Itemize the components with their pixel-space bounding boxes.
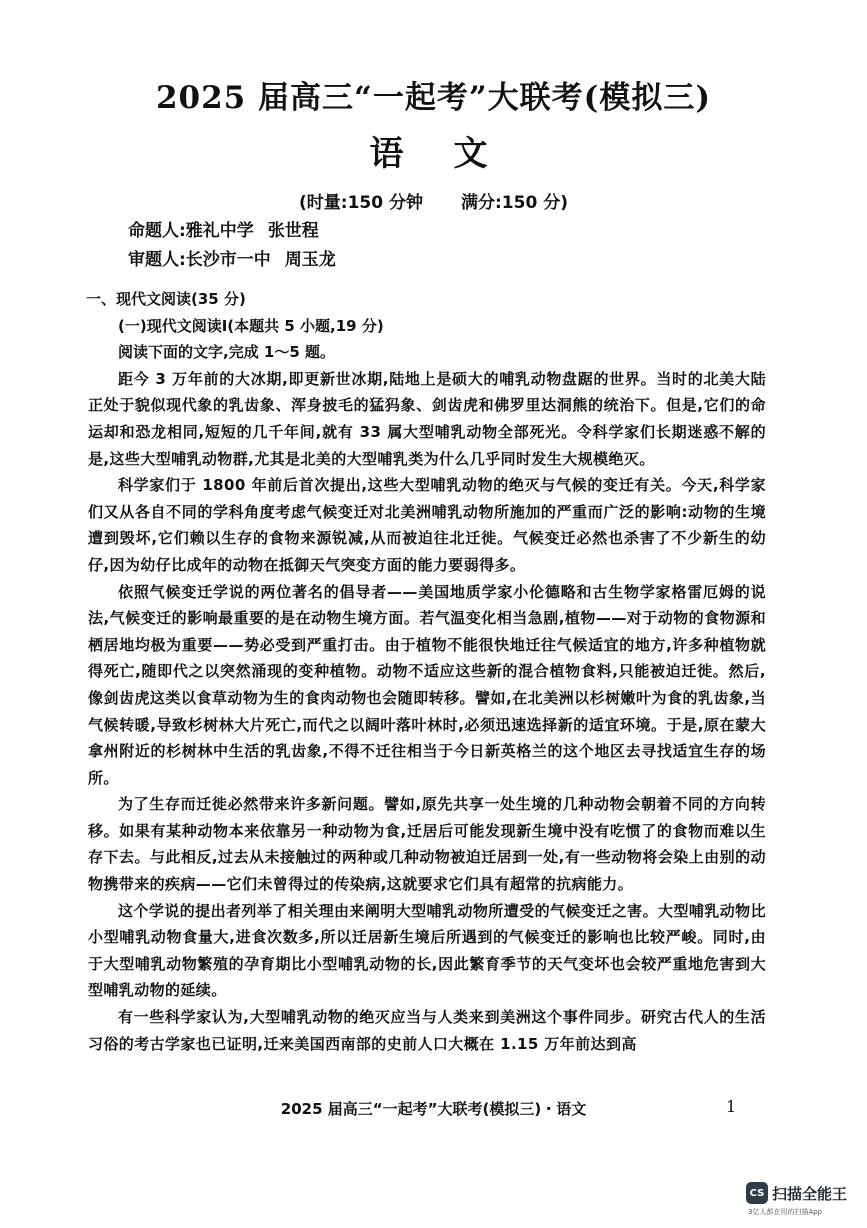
full-score: 满分:150 分) [461,193,568,213]
time-score-info [0,188,867,213]
question-setter [128,216,319,241]
camscanner-logo-icon: CS [746,1182,768,1204]
page-number: 1 [726,1097,737,1116]
time-limit: (时量:150 分钟 [299,193,423,213]
paragraph-2: 科学家们于 1800 年前后首次提出,这些大型哺乳动物的绝灭与气候的变迁有关。今天,科学家们又从各自不同的学科角度考虑气候变迁对北美洲哺乳动物所施加的严重而广泛的影响:动物的生境遭到毁坏,它们赖以生存的食物来源锐减,从而被迫往北迁徙。气候变迁必然也杀害了不少新生的幼仔,因为幼仔比成年的动物在抵御天气突变方面的能力要弱得多。 [88,476,766,574]
paragraph-4: 为了生存而迁徙必然带来许多新问题。譬如,原先共享一处生境的几种动物会朝着不同的方向转移。如果有某种动物本来依靠另一种动物为食,迁居后可能发现新生境中没有吃惯了的食物而难以生存下去。与此相反,过去从未接触过的两种或几种动物被迫迁居到一处,有一些动物将会染上由别的动物携带来的疾病——它们未曾得过的传染病,这就要求它们具有超常的抗病能力。 [88,795,766,894]
section-heading: 一、现代文阅读(35 分) [86,290,246,308]
reading-passage [88,286,766,1057]
paragraph-1: 距今 3 万年前的大冰期,即更新世冰期,陆地上是硕大的哺乳动物盘踞的世界。当时的北美大陆正处于貌似现代象的乳齿象、浑身披毛的猛犸象、剑齿虎和佛罗里达洞熊的统治下。但是,它们的命运却和恐龙相同,短短的几千年间,就有 33 属大型哺乳动物全部死光。令科学家们长期迷惑不解的是,这些大型哺乳动物群,尤其是北美的大型哺乳类为什么几乎同时发生大规模绝灭。 [88,369,766,468]
page-footer: 2025 届高三“一起考”大联考(模拟三)・语文 [280,1100,587,1118]
setter-label: 命题人:雅礼中学 [128,221,254,241]
subject-title [0,126,867,175]
watermark-app-name: 扫描全能王 [772,1185,848,1203]
section-subheading: (一)现代文阅读Ⅰ(本题共 5 小题,19 分) [118,316,384,335]
paragraph-6: 有一些科学家认为,大型哺乳动物的绝灭应当与人类来到美洲这个事件同步。研究古代人的生活习俗的考古学家也已证明,迁来美国西南部的史前人口大概在 1.15 万年前达到高 [88,1008,766,1053]
reviewer-label: 审题人:长沙市一中 [128,250,271,270]
paragraph-3: 依照气候变迁学说的两位著名的倡导者——美国地质学家小伦德略和古生物学家格雷厄姆的说法,气候变迁的影响最重要的是在动物生境方面。若气温变化相当急剧,植物——对于动物的食物源和栖居地均极为重要——势必受到严重打击。由于植物不能很快地迁往气候适宜的地方,许多种植物就得死亡,随即代之以突然涌现的变种植物。动物不适应这些新的混合植物食料,只能被迫迁徙。然后,像剑齿虎这类以食草动物为生的食肉动物也会随即转移。譬如,在北美洲以杉树嫩叶为食的乳齿象,当气候转暖,导致杉树林大片死亡,而代之以阔叶落叶林时,必须迅速选择新的适宜环境。于是,原在蒙大拿州附近的杉树林中生活的乳齿象,不得不迁往相当于今日新英格兰的这个地区去寻找适宜生存的场所。 [88,582,766,787]
question-reviewer [128,245,336,270]
setter-name: 张世程 [267,221,319,241]
section-instruction: 阅读下面的文字,完成 1～5 题。 [118,343,336,362]
exam-title: 2025 届高三“一起考”大联考(模拟三) [155,80,712,116]
subject-second-char: 文 [453,134,498,174]
scanner-watermark [746,1182,864,1222]
watermark-tagline: 3亿人都在用的扫描App [748,1208,823,1216]
paragraph-5: 这个学说的提出者列举了相关理由来阐明大型哺乳动物所遭受的气候变迁之害。大型哺乳动物比小型哺乳动物食量大,进食次数多,所以迁居新生境后所遇到的气候变迁的影响也比较严峻。同时,由于大型哺乳动物繁殖的孕育期比小型哺乳动物的长,因此繁育季节的天气变坏也会较严重地危害到大型哺乳动物的延续。 [88,901,766,1000]
subject-first-char: 语 [369,134,414,174]
reviewer-name: 周玉龙 [284,250,336,270]
